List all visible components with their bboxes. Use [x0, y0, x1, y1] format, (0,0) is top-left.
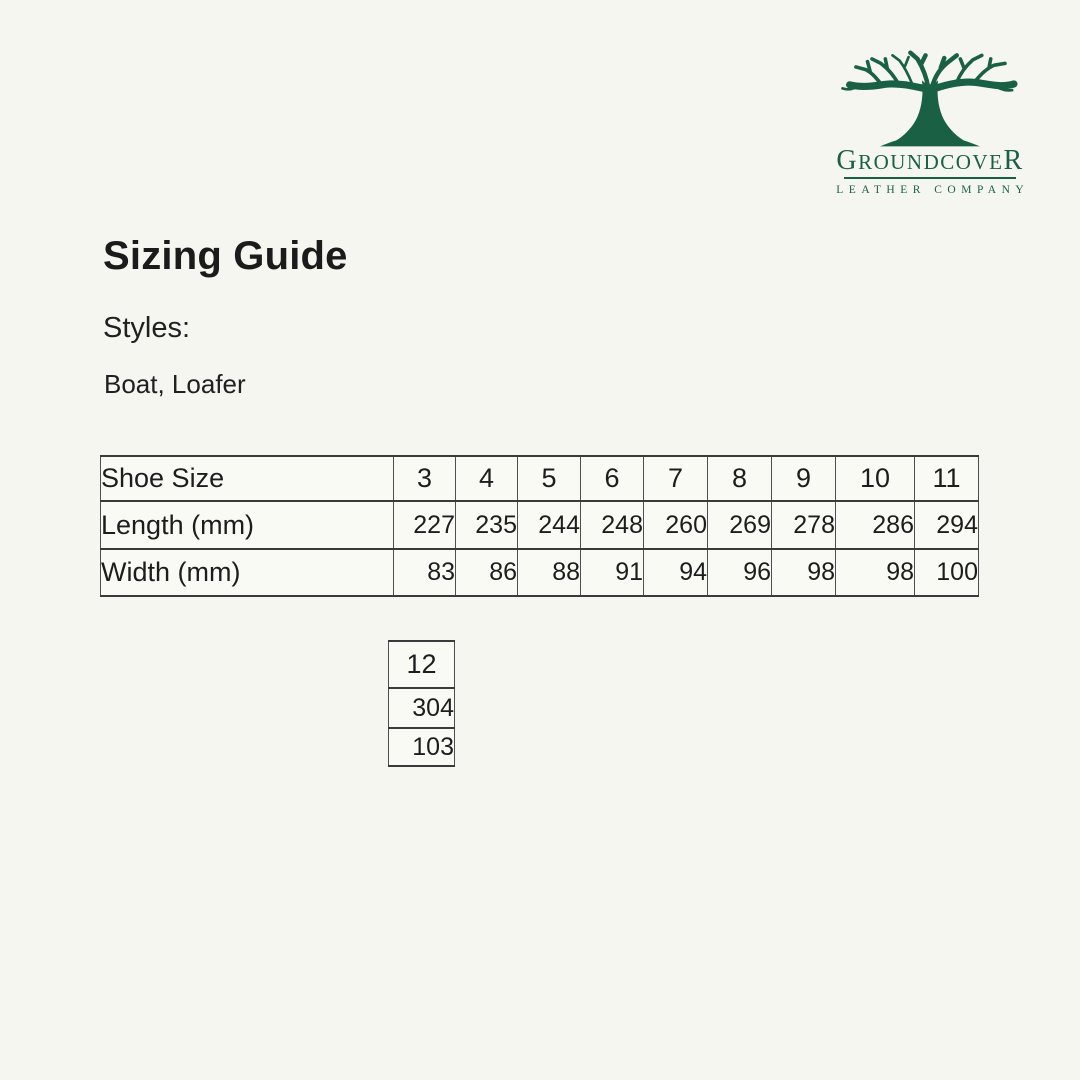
length-cell: 235 [456, 501, 518, 549]
length-cell: 260 [644, 501, 708, 549]
size-header-cell: 6 [581, 456, 644, 501]
length-cell: 304 [389, 688, 455, 728]
length-cell: 248 [581, 501, 644, 549]
width-cell: 94 [644, 549, 708, 596]
brand-name [836, 147, 1023, 175]
size-header-cell: 7 [644, 456, 708, 501]
length-cell: 244 [518, 501, 581, 549]
baobab-tree-icon [839, 50, 1021, 150]
length-cell: 227 [394, 501, 456, 549]
extra-size-table [388, 640, 455, 767]
width-cell: 91 [581, 549, 644, 596]
page-title: Sizing Guide [103, 234, 348, 278]
width-cell: 100 [915, 549, 979, 596]
size-header-cell: 8 [708, 456, 772, 501]
size-header-cell: 10 [836, 456, 915, 501]
width-cell: 96 [708, 549, 772, 596]
row-header-width: Width (mm) [101, 549, 394, 596]
extra-length-row [389, 688, 455, 728]
length-cell: 286 [836, 501, 915, 549]
width-cell: 88 [518, 549, 581, 596]
size-header-cell: 3 [394, 456, 456, 501]
length-cell: 269 [708, 501, 772, 549]
brand-underline [844, 177, 1016, 179]
size-header-cell: 5 [518, 456, 581, 501]
styles-value: Boat, Loafer [104, 369, 246, 399]
width-row [101, 549, 979, 596]
size-table [100, 455, 979, 597]
width-cell: 103 [389, 728, 455, 766]
extra-size-header-row [389, 641, 455, 688]
length-cell: 294 [915, 501, 979, 549]
length-row [101, 501, 979, 549]
size-header-cell: 12 [389, 641, 455, 688]
brand-initial: G [836, 145, 859, 176]
row-header-length: Length (mm) [101, 501, 394, 549]
brand-subtitle: LEATHER COMPANY [836, 184, 1030, 196]
width-cell: 98 [836, 549, 915, 596]
size-header-cell: 11 [915, 456, 979, 501]
brand-final: R [1003, 145, 1024, 176]
size-header-row [101, 456, 979, 501]
groundcover-logo [835, 50, 1030, 196]
styles-label: Styles: [103, 312, 191, 344]
length-cell: 278 [772, 501, 836, 549]
brand-middle: ROUNDCOVE [858, 150, 1004, 174]
width-cell: 98 [772, 549, 836, 596]
size-header-cell: 4 [456, 456, 518, 501]
width-cell: 83 [394, 549, 456, 596]
extra-width-row [389, 728, 455, 766]
size-header-cell: 9 [772, 456, 836, 501]
width-cell: 86 [456, 549, 518, 596]
row-header-shoe-size: Shoe Size [101, 456, 394, 501]
